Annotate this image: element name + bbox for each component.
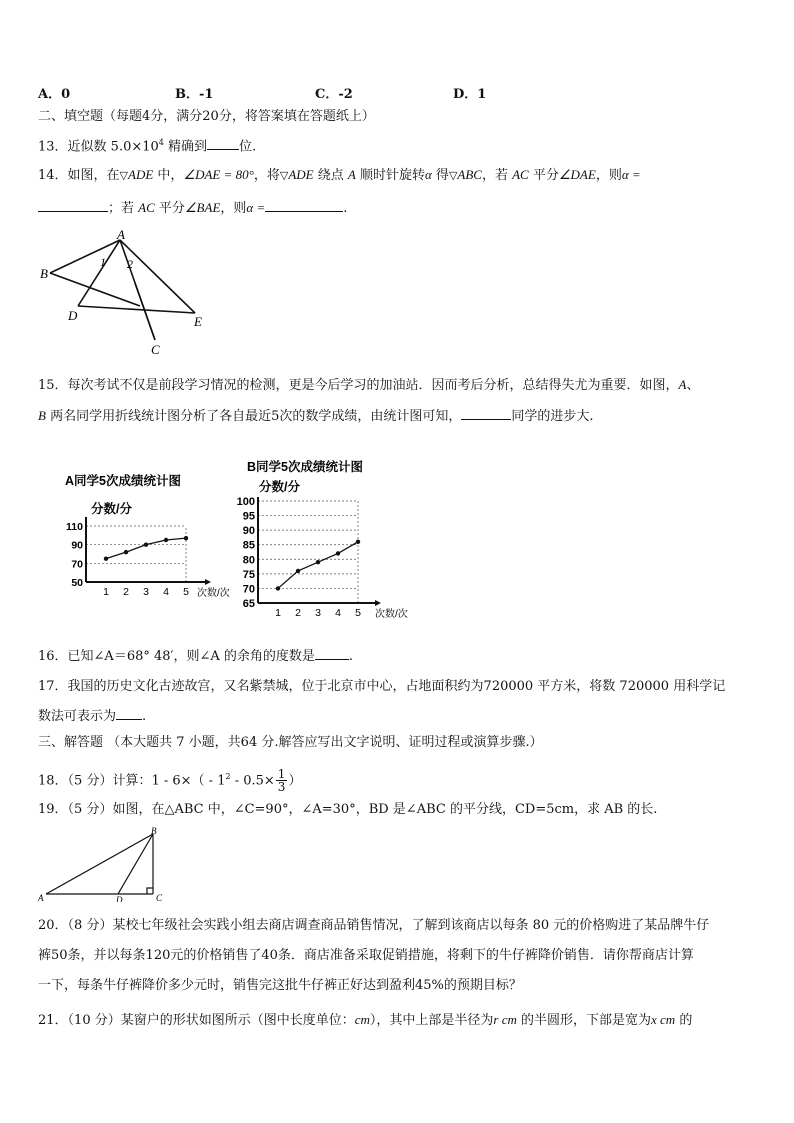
question-16: 16．已知∠A＝68° 48′，则∠A 的余角的度数是 . (38, 646, 353, 666)
chart-b-series-line (278, 542, 358, 589)
question-21: 21．（10 分）某窗户的形状如图所示（图中长度单位：cm），其中上部是半径为r cm 的半圆形，下部是宽为x cm 的 (38, 1012, 693, 1028)
chart-a-xlabel: 次数/次 (197, 588, 230, 599)
question-18: 18．（5 分）计算：$1 - 6\times( - 1^2 - 0.5\times$ $\frac{1}{3}$ ） (38, 767, 302, 795)
chart-a-data-point (104, 556, 108, 560)
chart-b-data-point (336, 551, 340, 555)
question-17-line-1: 17．我国的历史文化古迹故宫，又名紫禁城，位于北京市中心，占地面积约为720000 平方米，将数 720000 用科学记 (38, 679, 726, 694)
chart-a-scores (55, 465, 245, 610)
answer-blank[interactable] (461, 406, 511, 420)
question-20-line-3: 一下，每条牛仔裤降价多少元时，销售完这批牛仔裤正好达到盈利45%的预期目标？ (38, 978, 522, 993)
edge-de (78, 306, 195, 313)
chart-a-data-point (144, 542, 148, 546)
chart-b-scores (225, 455, 425, 625)
option-d: D．1 (453, 87, 487, 102)
chart-b-data-point (296, 569, 300, 573)
chart-b-y-tick-label: 70 (242, 583, 255, 596)
answer-blank[interactable] (116, 706, 142, 720)
question-20-line-2: 裤50条，并以每条120元的价格销售了40条．商店准备采取促销措施，将剩下的牛仔裤降价销售．请你帮商店计算 (38, 948, 694, 963)
fraction-one-third: $\frac{1}{3}$ (277, 767, 286, 795)
chart-b-data-point (316, 560, 320, 564)
chart-a-x-tick-label: 4 (163, 586, 169, 598)
chart-b-x-tick-label: 4 (335, 607, 341, 619)
chart-a-data-point (124, 550, 128, 554)
chart-a-x-axis-arrow (205, 579, 211, 585)
question-20-line-1: 20．（8 分）某校七年级社会实践小组去商店调查商品销售情况，了解到该商店以每条 80 元的价格购进了某品牌牛仔 (38, 918, 710, 933)
chart-b-y-tick-label: 100 (236, 496, 255, 508)
option-b: B．-1 (175, 87, 214, 102)
chart-b-ylabel: 分数/分 (259, 480, 300, 494)
chart-a-data-point (184, 536, 188, 540)
chart-b-y-tick-label: 75 (242, 568, 255, 581)
question-15-line-1: 15．每次考试不仅是前段学习情况的检测，更是今后学习的加油站．因而考后分析，总结得失尤为重要．如图，A、 (38, 377, 700, 393)
figure-14-rotated-triangles (30, 228, 230, 363)
question-15-line-2: B 两名同学用折线统计图分析了各自最近5次的数学成绩，由统计图可知， 同学的进步大. (38, 408, 594, 424)
chart-a-y-tick-label: 90 (71, 539, 83, 552)
chart-a-y-tick-label: 50 (71, 577, 83, 589)
chart-b-y-tick-label: 80 (242, 554, 255, 567)
label-a: A (117, 228, 125, 242)
chart-b-x-tick-label: 3 (315, 607, 321, 619)
chart-b-x-tick-label: 5 (355, 607, 361, 619)
chart-b-data-point (356, 540, 360, 544)
edge-ab (46, 834, 153, 894)
answer-blank[interactable] (315, 646, 349, 660)
label-e: E (194, 314, 202, 329)
answer-blank[interactable] (207, 136, 239, 150)
label-c: C (151, 342, 160, 357)
section-3-heading: 三、解答题 （本大题共 7 小题，共64 分.解答应写出文字说明、证明过程或演算步骤.） (38, 735, 543, 750)
chart-b-x-axis-arrow (375, 600, 381, 606)
answer-blank[interactable] (38, 198, 108, 212)
chart-a-data-point (164, 538, 168, 542)
question-14-line-2: ；若 AC 平分∠BAE，则α = . (38, 198, 347, 218)
chart-b-y-tick-label: 90 (242, 525, 255, 538)
chart-b-title: B同学5次成绩统计图 (247, 460, 363, 474)
chart-a-x-tick-label: 2 (123, 586, 129, 598)
label-angle-1: 1 (100, 255, 106, 269)
chart-a-ylabel: 分数/分 (91, 502, 132, 516)
option-a: A．0 (38, 87, 71, 102)
answer-blank[interactable] (265, 198, 343, 212)
question-14-line-1: 14．如图，在▽ADE 中，∠DAE = 80°，将▽ADE 绕点 A 顺时针旋转α 得▽ABC，若 AC 平分∠DAE，则α = (38, 167, 641, 183)
label-b: B (40, 266, 48, 281)
label-d: D (68, 308, 78, 323)
chart-a-series-line (106, 538, 186, 559)
figure-19-right-triangle (38, 826, 168, 902)
chart-b-x-tick-label: 1 (275, 607, 281, 619)
right-angle-mark (147, 888, 153, 894)
section-2-heading: 二、填空题（每题4分，满分20分，将答案填在答题纸上） (38, 109, 375, 124)
chart-a-x-tick-label: 1 (103, 586, 109, 598)
chart-b-y-tick-label: 65 (242, 598, 255, 610)
question-13: 13．近似数 $5.0\times 10^4$ 精确到 位. (38, 138, 257, 155)
label-d: D (116, 895, 123, 902)
label-angle-2: 2 (127, 257, 133, 271)
chart-a-y-tick-label: 70 (71, 558, 83, 571)
label-c: C (156, 893, 163, 902)
edge-bd (118, 834, 153, 894)
chart-b-y-tick-label: 85 (242, 539, 255, 552)
question-17-line-2: 数法可表示为 . (38, 706, 146, 726)
chart-a-y-tick-label: 110 (66, 521, 83, 533)
edge-c-seg (135, 283, 155, 340)
label-b: B (151, 826, 157, 836)
question-19: 19．（5 分）如图，在△ABC 中，∠C=90°，∠A=30°，BD 是∠ABC 的平分线，CD=5cm，求 AB 的长. (38, 802, 658, 817)
chart-a-title: A同学5次成绩统计图 (65, 474, 181, 488)
chart-b-y-tick-label: 95 (242, 510, 255, 523)
chart-a-x-tick-label: 5 (183, 586, 189, 598)
chart-b-x-tick-label: 2 (295, 607, 301, 619)
label-a: A (38, 893, 44, 902)
chart-b-data-point (276, 586, 280, 590)
chart-a-x-tick-label: 3 (143, 586, 149, 598)
option-c: C．-2 (315, 87, 353, 102)
chart-b-xlabel: 次数/次 (375, 609, 408, 620)
